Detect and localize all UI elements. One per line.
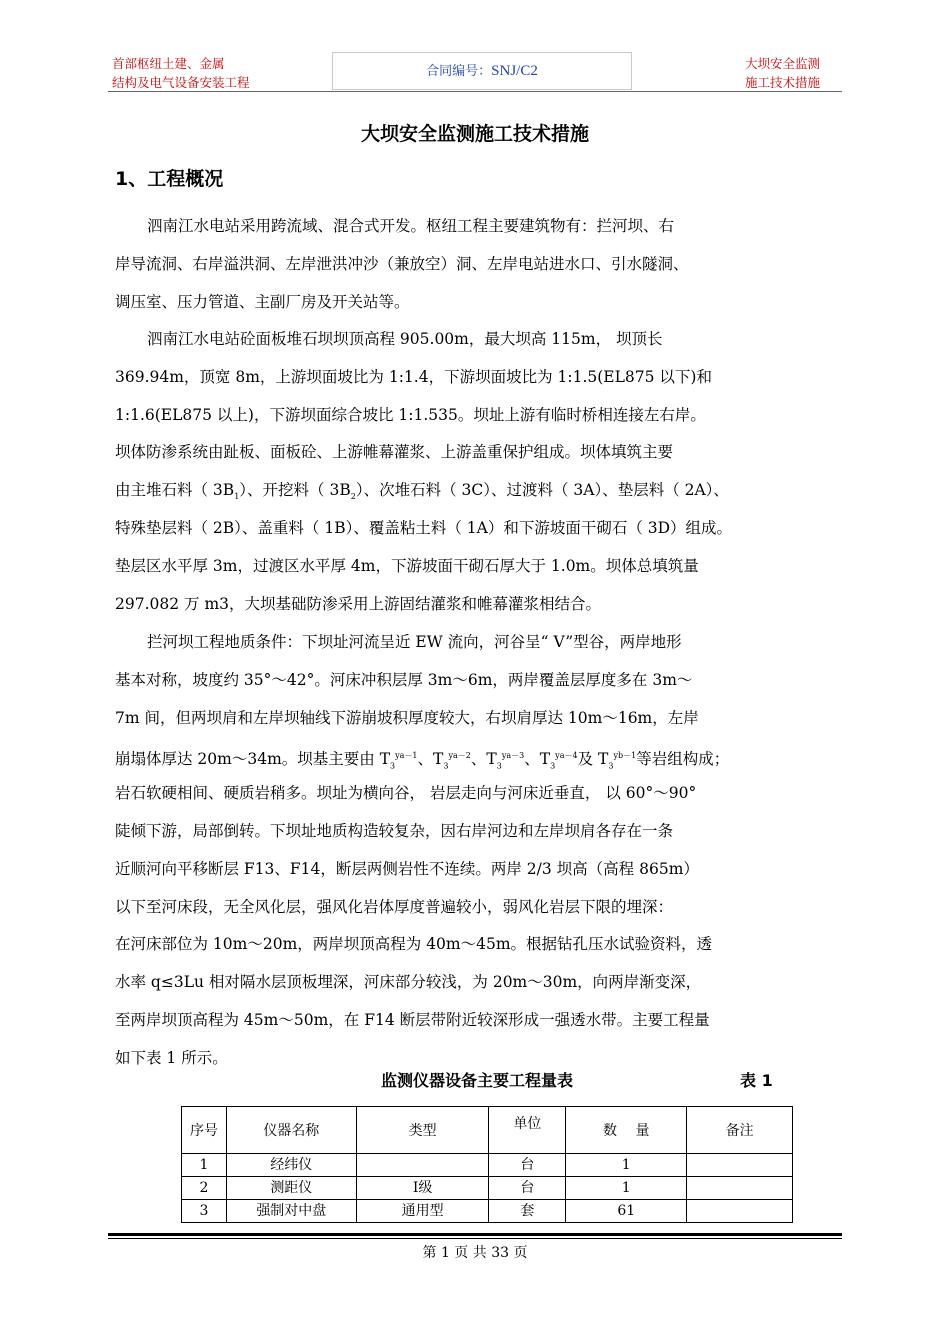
document-title: 大坝安全监测施工技术措施	[360, 123, 589, 145]
text-line: 以下至河床段，无全风化层，强风化岩体厚度普遍较小，弱风化岩层下限的埋深：	[115, 897, 674, 916]
text-line: 水率 q≤3Lu 相对隔水层顶板埋深，河床部分较浅，为 20m～30m，向两岸渐变深，	[115, 973, 702, 992]
text-line: 近顺河向平移断层 F13、F14，断层两侧岩性不连续。两岸 2/3 坝高（高程 865m）	[115, 859, 699, 878]
text-line: 调压室、压力管道、主副厂房及开关站等。	[115, 292, 410, 311]
table-header-cell: 仪器名称	[226, 1107, 356, 1154]
table-cell: 通用型	[356, 1200, 489, 1223]
table-cell: 台	[489, 1154, 566, 1177]
section-heading: 1、工程概况	[115, 168, 224, 190]
table-cell: 1	[182, 1154, 227, 1177]
header-left-line2: 结构及电气设备安装工程	[112, 75, 250, 90]
table-cell	[687, 1177, 793, 1200]
table-header-cell: 类型	[356, 1107, 489, 1154]
text-line: 369.94m，顶宽 8m，上游坝面坡比为 1:1.4，下游坝面坡比为 1:1.5(EL875 以下)和	[115, 367, 712, 386]
text-line-rock-groups: 崩塌体厚达 20m～34m。坝基主要由 $T_3^{ya-1}$、$T_3^{ya-2}$、$T_3^{ya-3}$、$T_3^{ya-4}$及 $T_3^{yb-1}$等岩组构成；	[115, 750, 730, 771]
table-row	[182, 1200, 793, 1223]
table-cell: 经纬仪	[226, 1154, 356, 1177]
text-line: 泗南江水电站砼面板堆石坝坝顶高程 905.00m，最大坝高 115m， 坝顶长	[147, 330, 663, 348]
table-row	[182, 1177, 793, 1200]
text-line: 岩石软硬相间、硬质岩稍多。坝址为横向谷， 岩层走向与河床近垂直， 以 60°～90°	[115, 784, 697, 803]
footer-rule-thin	[108, 1238, 842, 1239]
text-line: 基本对称，坡度约 35°～42°。河床冲积层厚 3m～6m，两岸覆盖层厚度多在 3m～	[115, 670, 693, 689]
table-cell: 台	[489, 1177, 566, 1200]
text-line: 岸导流洞、右岸溢洪洞、左岸泄洪冲沙（兼放空）洞、左岸电站进水口、引水隧洞、	[115, 254, 689, 273]
table-cell	[687, 1200, 793, 1223]
paragraph-dam	[115, 321, 860, 623]
header-left-line1: 首部枢纽土建、金属	[112, 56, 225, 71]
text-line: 在河床部位为 10m～20m，两岸坝顶高程为 40m～45m。根据钻孔压水试验资料，透	[115, 935, 713, 954]
table-cell: 61	[566, 1200, 687, 1223]
table-cell: 套	[489, 1200, 566, 1223]
table-row	[182, 1154, 793, 1177]
text-line: 坝体防渗系统由趾板、面板砼、上游帷幕灌浆、上游盖重保护组成。坝体填筑主要	[115, 443, 674, 462]
paragraph-overview	[115, 208, 860, 321]
table-header-cell: 备注	[687, 1107, 793, 1154]
header-right-line2: 施工技术措施	[745, 75, 821, 90]
text-line: 如下表 1 所示。	[115, 1048, 228, 1067]
table-cell: 1	[566, 1177, 687, 1200]
text-line: 7m 间，但两坝肩和左岸坝轴线下游崩坡积厚度较大，右坝肩厚达 10m～16m，左岸	[115, 708, 699, 727]
text-line: 1:1.6(EL875 以上)，下游坝面综合坡比 1:1.535。坝址上游有临时桥相连接左右岸。	[115, 405, 706, 424]
table-cell: 强制对中盘	[226, 1200, 356, 1223]
table-header-cell: 单位	[489, 1107, 566, 1154]
text-line: 拦河坝工程地质条件：下坝址河流呈近 EW 流向，河谷呈“ V”型谷，两岸地形	[147, 633, 682, 651]
equipment-table	[181, 1106, 793, 1223]
footer-rule-thick	[108, 1233, 842, 1236]
table-header-row	[182, 1107, 793, 1154]
table-label: 表 1	[740, 1071, 773, 1090]
text-line: 至两岸坝顶高程为 45m～50m，在 F14 断层带附近较深形成一强透水带。主要工程量	[115, 1010, 710, 1029]
table-cell: Ⅰ级	[356, 1177, 489, 1200]
table-cell: 1	[566, 1154, 687, 1177]
table-cell: 测距仪	[226, 1177, 356, 1200]
table-cell: 3	[182, 1200, 227, 1223]
table-header-cell: 序号	[182, 1107, 227, 1154]
header-left	[112, 54, 312, 92]
page-number: 第 1 页 共 33 页	[422, 1245, 528, 1261]
header-rule	[108, 91, 842, 92]
table-cell: 2	[182, 1177, 227, 1200]
table-caption: 监测仪器设备主要工程量表	[381, 1071, 574, 1090]
text-line-materials: 由主堆石料（ $3B_1$）、开挖料（ $3B_2$）、次堆石料（ 3C）、过渡料（ 3A）、垫层料（ 2A）、	[115, 481, 729, 502]
contract-number: 合同编号：SNJ/C2	[426, 63, 538, 79]
text-line: 垫层区水平厚 3m，过渡区水平厚 4m，下游坡面干砌石厚大于 1.0m。坝体总填筑量	[115, 556, 699, 575]
text-line: 泗南江水电站采用跨流域、混合式开发。枢纽工程主要建筑物有：拦河坝、右	[147, 217, 675, 235]
text-line: 陡倾下游，局部倒转。下坝址地质构造较复杂，因右岸河边和左岸坝肩各存在一条	[115, 821, 674, 840]
table-header-cell: 数 量	[566, 1107, 687, 1154]
contract-number-box	[332, 52, 632, 90]
paragraph-geology	[115, 624, 860, 1078]
text-line: 特殊垫层料（ 2B）、盖重料（ 1B）、覆盖粘土料（ 1A）和下游坡面干砌石（ 3D）组成。	[115, 518, 733, 537]
header-right	[745, 54, 865, 92]
table-cell	[356, 1154, 489, 1177]
text-line: 297.082 万 m3，大坝基础防渗采用上游固结灌浆和帷幕灌浆相结合。	[115, 594, 602, 613]
header-right-line1: 大坝安全监测	[745, 56, 821, 71]
table-cell	[687, 1154, 793, 1177]
